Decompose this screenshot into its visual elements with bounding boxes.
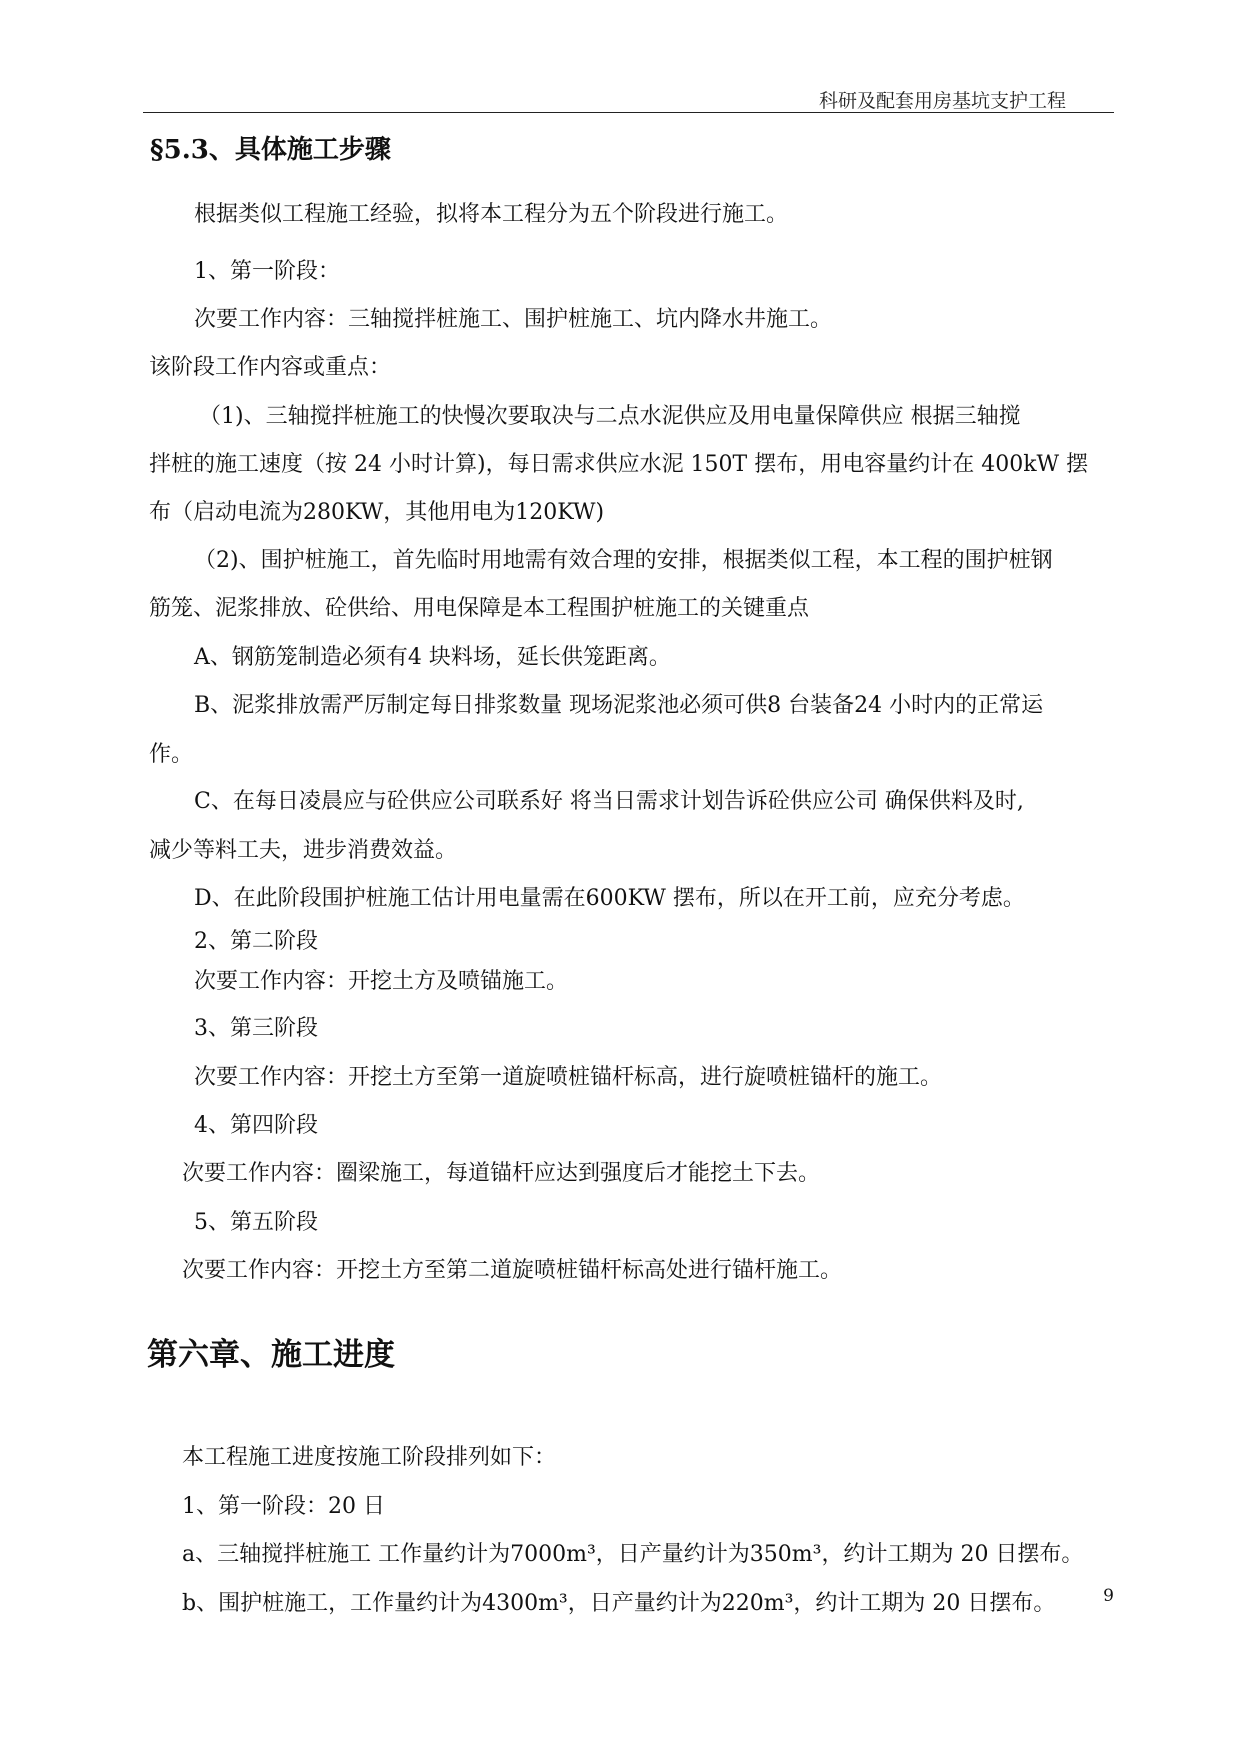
paragraph-line: 布（启动电流为280KW，其他用电为120KW)	[149, 500, 605, 525]
paragraph-line: 2、第二阶段	[194, 929, 318, 954]
paragraph-line: A、钢筋笼制造必须有4 块料场，延长供笼距离。	[194, 645, 671, 670]
paragraph-line: 次要工作内容：开挖土方至第二道旋喷桩锚杆标高处进行锚杆施工。	[182, 1258, 843, 1283]
paragraph-line: a、三轴搅拌桩施工 工作量约计为7000m³，日产量约计为350m³，约计工期为 20 日摆布。	[182, 1542, 1084, 1567]
paragraph-line: 拌桩的施工速度（按 24 小时计算)，每日需求供应水泥 150T 摆布，用电容量约计在 400kW 摆	[149, 452, 1089, 477]
section-title: §5.3、具体施工步骤	[150, 135, 391, 165]
paragraph-line: 该阶段工作内容或重点：	[149, 355, 392, 380]
paragraph-line: 筋笼、泥浆排放、砼供给、用电保障是本工程围护桩施工的关键重点	[149, 596, 810, 621]
paragraph-line: 1、第一阶段：20 日	[182, 1494, 385, 1519]
paragraph-line: 1、第一阶段：	[194, 259, 340, 284]
paragraph-line: 次要工作内容：三轴搅拌桩施工、围护桩施工、坑内降水井施工。	[194, 307, 833, 332]
paragraph-line: 本工程施工进度按施工阶段排列如下：	[182, 1445, 557, 1470]
paragraph-line: 3、第三阶段	[194, 1016, 318, 1041]
paragraph-line: 根据类似工程施工经验，拟将本工程分为五个阶段进行施工。	[194, 202, 789, 227]
chapter-title: 第六章、施工进度	[147, 1337, 395, 1373]
header-rule	[143, 112, 1114, 113]
paragraph-line: （1)、三轴搅拌桩施工的快慢次要取决与二点水泥供应及用电量保障供应 根据三轴搅	[199, 404, 1021, 429]
paragraph-line: b、围护桩施工，工作量约计为4300m³，日产量约计为220m³，约计工期为 20 日摆布。	[182, 1591, 1056, 1616]
paragraph-line: 次要工作内容：圈梁施工，每道锚杆应达到强度后才能挖土下去。	[182, 1161, 821, 1186]
paragraph-line: 次要工作内容：开挖土方至第一道旋喷桩锚杆标高，进行旋喷桩锚杆的施工。	[194, 1065, 943, 1090]
paragraph-line: B、泥浆排放需严厉制定每日排浆数量 现场泥浆池必须可供8 台装备24 小时内的正常运	[194, 693, 1044, 718]
paragraph-line: （2)、围护桩施工，首先临时用地需有效合理的安排，根据类似工程，本工程的围护桩钢	[194, 548, 1053, 573]
page-number: 9	[1103, 1586, 1114, 1606]
paragraph-line: 4、第四阶段	[194, 1113, 318, 1138]
paragraph-line: 减少等料工夫，进步消费效益。	[149, 838, 458, 863]
paragraph-line: D、在此阶段围护桩施工估计用电量需在600KW 摆布，所以在开工前，应充分考虑。	[194, 886, 1025, 911]
paragraph-line: 5、第五阶段	[194, 1210, 318, 1235]
paragraph-line: 作。	[149, 742, 194, 767]
running-header: 科研及配套用房基坑支护工程	[818, 90, 1066, 112]
paragraph-line: 次要工作内容：开挖土方及喷锚施工。	[194, 969, 569, 994]
paragraph-line: C、在每日凌晨应与砼供应公司联系好 将当日需求计划告诉砼供应公司 确保供料及时,	[194, 789, 1024, 814]
